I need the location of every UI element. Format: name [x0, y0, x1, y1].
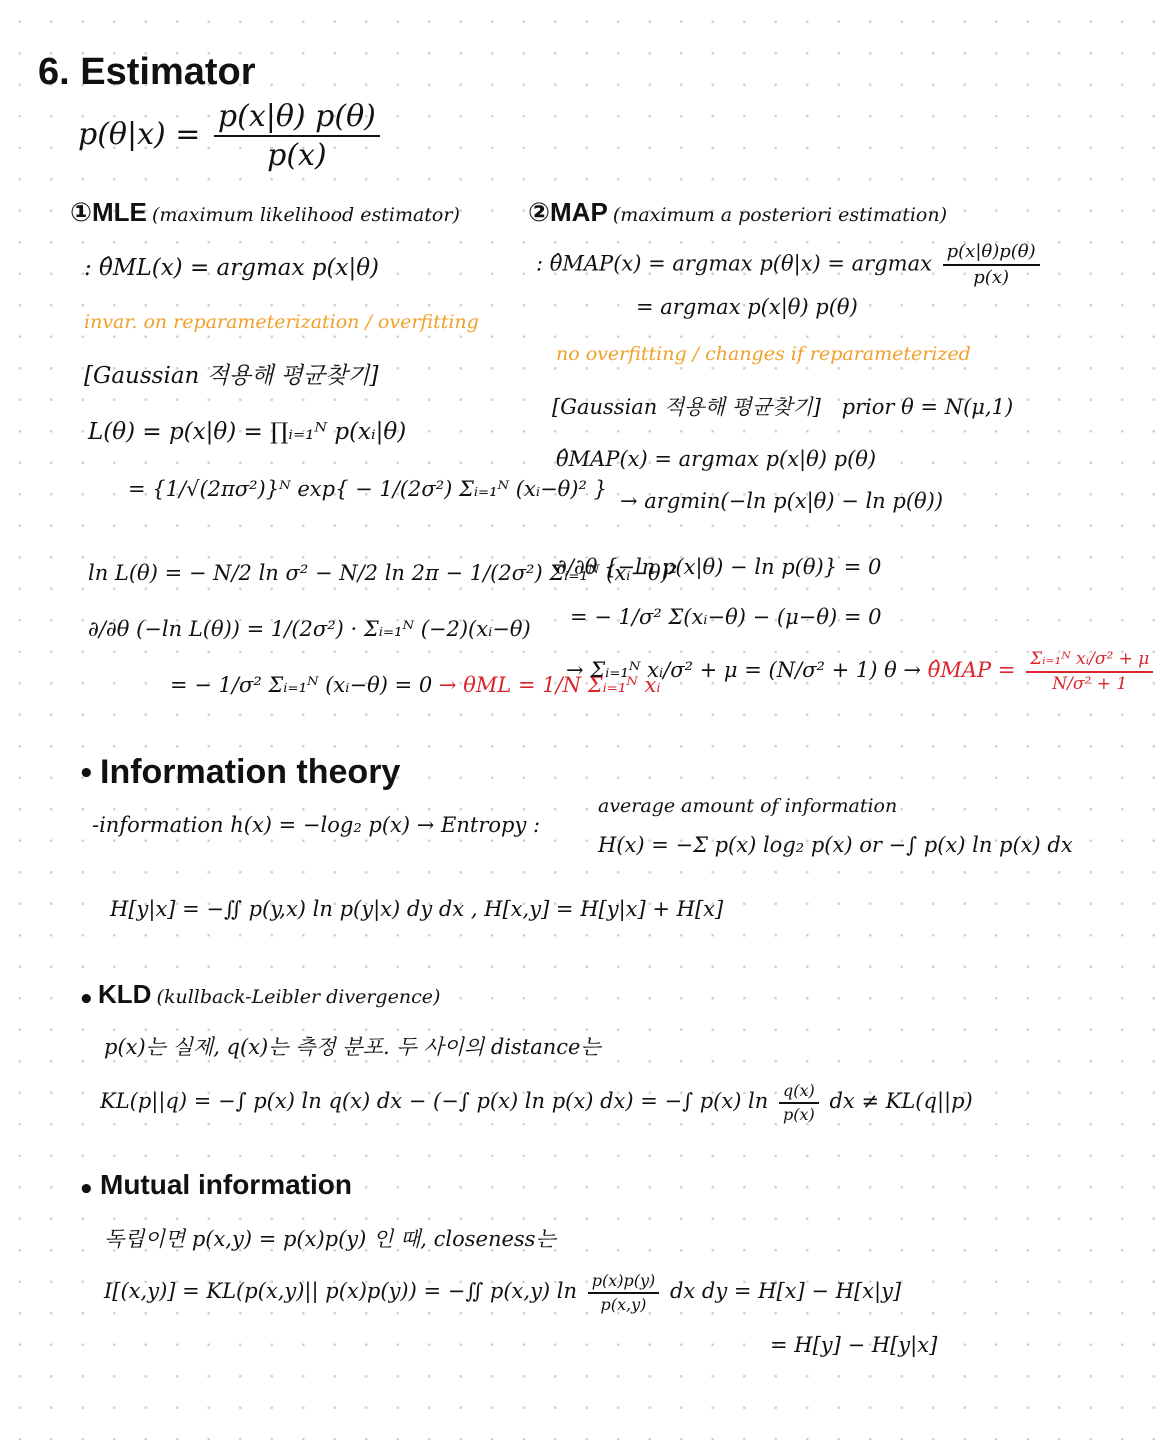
mle-derivative: ∂/∂θ (−ln L(θ)) = 1/(2σ²) · Σᵢ₌₁ᴺ (−2)(xᵢ−θ) [88, 617, 531, 641]
map-subheading: (maximum a posteriori estimation) [612, 204, 947, 226]
map-definition-2: = argmax p(x|θ) p(θ) [636, 295, 858, 319]
bayes-denominator: p(x) [267, 138, 327, 173]
bullet-dot: • [78, 759, 95, 789]
map-solve-line [566, 650, 1157, 693]
kld-equation [100, 1082, 973, 1123]
kld-fraction [779, 1082, 819, 1123]
map-result-denominator: N/σ² + 1 [1052, 673, 1128, 694]
map-gaussian-title: [Gaussian 적용해 평균찾기] [552, 395, 821, 419]
kld-subheading: (kullback-Leibler divergence) [156, 986, 441, 1008]
mle-note: invar. on reparameterization / overfitting [84, 311, 479, 333]
bullet-dot: • [78, 1175, 95, 1205]
kld-numerator: q(x) [779, 1082, 819, 1104]
map-def-lhs: : θ̂MAP(x) = argmax p(θ|x) = argmax [536, 251, 932, 276]
bayes-lhs: p(θ|x) = [78, 117, 201, 152]
mi-equation-2: = H[y] − H[y|x] [770, 1333, 938, 1357]
map-prior: prior θ = N(μ,1) [841, 395, 1014, 419]
map-definition [536, 242, 1044, 288]
kld-eq-a: KL(p||q) = −∫ p(x) ln q(x) dx − (−∫ p(x) ln p(x) dx) = −∫ p(x) ln [100, 1089, 769, 1114]
mi-equation [104, 1272, 901, 1313]
mle-result: → θML = 1/N Σᵢ₌₁ᴺ xᵢ [438, 673, 661, 697]
mi-denominator: p(x,y) [600, 1294, 647, 1314]
mle-likelihood: L(θ) = p(x|θ) = ∏ᵢ₌₁ᴺ p(xᵢ|θ) [88, 419, 407, 445]
bayes-numerator: p(x|θ) p(θ) [214, 100, 380, 137]
kld-denominator: p(x) [783, 1104, 815, 1124]
map-def-denominator: p(x) [973, 266, 1009, 288]
info-heading: Information theory [100, 753, 401, 791]
map-note: no overfitting / changes if reparameterized [556, 343, 971, 365]
mle-definition: : θ̂ML(x) = argmax p(x|θ) [84, 255, 380, 281]
mle-zero-eq: = − 1/σ² Σᵢ₌₁ᴺ (xᵢ−θ) = 0 [170, 673, 433, 697]
mle-likelihood-expanded: = {1/√(2πσ²)}ᴺ exp{ − 1/(2σ²) Σᵢ₌₁ᴺ (xᵢ−θ)² } [128, 477, 607, 501]
mi-fraction [588, 1272, 660, 1313]
kld-description: p(x)는 실제, q(x)는 측정 분포. 두 사이의 distance는 [104, 1035, 601, 1059]
map-derivative-expanded: = − 1/σ² Σ(xᵢ−θ) − (μ−θ) = 0 [570, 605, 882, 629]
mle-log-likelihood: ln L(θ) = − N/2 ln σ² − N/2 ln 2π − 1/(2σ²) Σᵢ₌₁ᴺ (xᵢ−θ)² [88, 561, 678, 585]
bayes-formula [78, 100, 384, 172]
info-line: -information h(x) = −log₂ p(x) → Entropy : [92, 813, 541, 837]
bayes-fraction [214, 100, 380, 172]
mle-subheading: (maximum likelihood estimator) [152, 204, 460, 226]
map-argmin: → argmin(−ln p(x|θ) − ln p(θ)) [620, 489, 944, 513]
map-result-lhs: θ̂MAP = [927, 658, 1016, 683]
map-solve: → Σᵢ₌₁ᴺ xᵢ/σ² + μ = (N/σ² + 1) θ → [566, 658, 922, 683]
mle-gaussian-title: [Gaussian 적용해 평균찾기] [84, 363, 379, 389]
mi-numerator: p(x)p(y) [588, 1272, 660, 1294]
mi-eq-b: dx dy = H[x] − H[x|y] [669, 1279, 902, 1304]
mi-description: 독립이면 p(x,y) = p(x)p(y) 인 때, closeness는 [104, 1227, 556, 1251]
mle-heading: ①MLE [70, 197, 147, 227]
map-gaussian-line [552, 396, 1013, 419]
page-title: 6. Estimator [38, 51, 256, 93]
bullet-dot: • [78, 985, 95, 1015]
map-derivative: ∂/∂θ {−ln p(x|θ) − ln p(θ)} = 0 [556, 555, 882, 579]
map-argmax: θ̂MAP(x) = argmax p(x|θ) p(θ) [556, 447, 877, 471]
info-average: average amount of information [598, 795, 898, 817]
kld-eq-b: dx ≠ KL(q||p) [829, 1089, 973, 1114]
kld-heading: KLD [98, 979, 152, 1009]
mi-eq-a: I[(x,y)] = KL(p(x,y)|| p(x)p(y)) = −∬ p(x,y) ln [104, 1279, 578, 1304]
map-def-numerator: p(x|θ)p(θ) [943, 242, 1040, 266]
kld-heading-line [98, 980, 440, 1009]
mi-heading: Mutual information [100, 1169, 352, 1200]
map-def-fraction [943, 242, 1040, 288]
map-heading: ②MAP [528, 197, 608, 227]
map-result [927, 649, 1157, 694]
map-result-numerator: Σᵢ₌₁ᴺ xᵢ/σ² + μ [1026, 650, 1153, 673]
map-result-fraction [1026, 650, 1153, 693]
mle-heading-line [70, 198, 460, 227]
map-heading-line [528, 198, 947, 227]
info-entropy: H(x) = −Σ p(x) log₂ p(x) or −∫ p(x) ln p(x) dx [598, 833, 1073, 857]
info-conditional: H[y|x] = −∬ p(y,x) ln p(y|x) dy dx , H[x,y] = H[y|x] + H[x] [110, 897, 724, 921]
